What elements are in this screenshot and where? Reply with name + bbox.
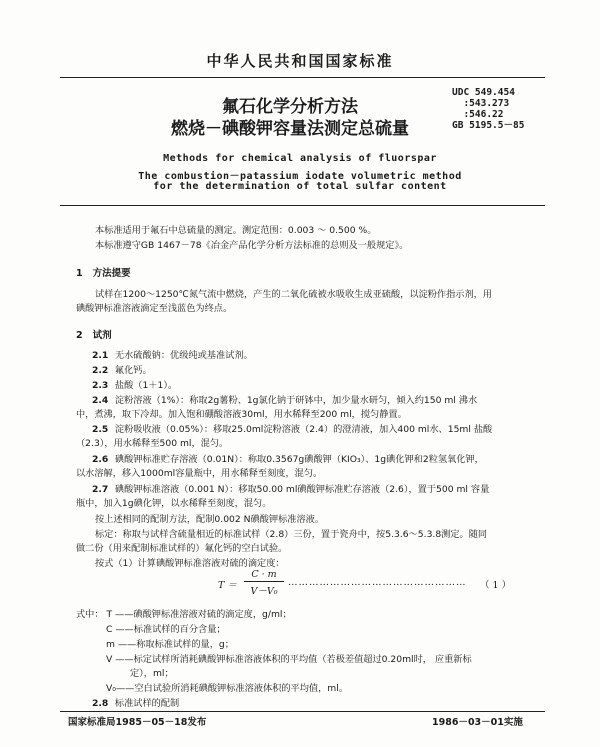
item-text-cont: （2.3），用水稀释至500 ml，混匀。 (76, 438, 229, 449)
paragraph-line: 按式（1）计算碘酸钾标准溶液对硫的滴定度： (95, 558, 285, 569)
section-number: 2 (76, 330, 83, 341)
formula-numerator: C · m (251, 569, 277, 580)
where-item: C ——标准试样的百分含量； (106, 624, 226, 635)
where-item-cont: 定），ml； (130, 668, 174, 679)
item-number: 2.1 (92, 350, 109, 361)
paragraph-line: 做二份（用来配制标准试样的）氟化钙的空白试验。 (76, 543, 288, 554)
intro-line: 本标准适用于氟石中总硫量的测定。测定范围：0.003 ～ 0.500 %。 (95, 225, 377, 236)
leader-dots: …………………………………………… (288, 577, 467, 588)
item-text: 碘酸钾标准贮存溶液（0.01N）：称取0.3567g碘酸钾（KIO₃）、1g碘化钾和2粒氢氧化钾， (114, 454, 484, 465)
item-text: 淀粉吸收液（0.05%）：移取25.0ml淀粉溶液（2.4）的澄清液，加入400 ml水、15ml 盐酸 (114, 424, 493, 435)
section-1-text: 碘酸钾标准溶液滴定至浅蓝色为终点。 (76, 303, 233, 314)
formula-lhs: T ＝ (218, 580, 237, 591)
reagent-item (92, 454, 484, 466)
item-text-cont: 以水溶解，移入1000ml容量瓶中，用水稀释至刻度，混匀。 (76, 468, 323, 479)
footer-rule (60, 711, 545, 712)
where-item: V ——标定试样所消耗碘酸钾标准溶液体积的平均值（若极差值超过0.20ml时， 应重新标 (106, 654, 472, 665)
item-text: 标准试样的配制 (114, 698, 180, 709)
item-number: 2.5 (92, 424, 109, 435)
fraction-bar (244, 581, 284, 582)
section-1-heading (76, 265, 131, 279)
where-text: T ——碘酸钾标准溶液对硫的滴定度，g/ml； (106, 609, 292, 620)
item-number: 2.7 (92, 484, 109, 495)
equation-number: （ 1 ） (480, 580, 512, 591)
where-item: m ——称取标准试样的量，g； (106, 639, 234, 650)
reagent-item (92, 380, 177, 392)
section-title: 试剂 (92, 330, 112, 341)
item-text: 氟化钙。 (114, 365, 152, 376)
section-title: 方法提要 (92, 268, 131, 279)
reagent-item (92, 350, 253, 362)
item-text: 淀粉溶液（1%）：称取2g薯粉、1g氯化钠于研钵中，加少量水研匀，倾入约150 ml 沸水 (114, 395, 478, 406)
udc-line: :546.22 (452, 109, 504, 120)
header-rule-bottom (60, 205, 545, 206)
gb-code: GB 5195.5－85 (452, 120, 525, 131)
formula-denominator: V－V₀ (250, 586, 278, 597)
effective-date: 1986－03－01实施 (432, 717, 523, 728)
reagent-item (92, 698, 179, 710)
title-en-line3: for the determination of total sulfar content (153, 181, 447, 192)
where-item: V₀——空白试验所消耗碘酸钾标准溶液体积的平均值，ml。 (106, 683, 348, 694)
udc-line: UDC 549.454 (452, 87, 515, 98)
title-cn-line2: 燃烧－碘酸钾容量法测定总硫量 (171, 119, 409, 139)
item-text: 碘酸钾标准溶液（0.001 N）：移取50.00 ml碘酸钾标准贮存溶液（2.6），置于500 ml 容量 (114, 484, 490, 495)
section-1-text: 试样在1200～1250℃氮气流中燃烧，产生的二氧化硫被水吸收生成亚硫酸，以淀粉作指示剂，用 (95, 289, 493, 300)
item-text-cont: 中，煮沸，取下冷却。加入饱和硼酸溶液30ml，用水稀释至200 ml，搅匀静置。 (76, 409, 407, 420)
standard-name: 中华人民共和国国家标准 (206, 52, 394, 70)
item-text: 无水硫酸钠：优级纯或基准试剂。 (114, 350, 253, 361)
reagent-item (92, 365, 152, 377)
reagent-item (92, 395, 477, 407)
item-number: 2.2 (92, 365, 109, 376)
item-text: 盐酸（1＋1）。 (114, 380, 178, 391)
reagent-item (92, 484, 489, 496)
intro-line: 本标准遵守GB 1467－78《冶金产品化学分析方法标准的总则及一般规定》。 (95, 240, 409, 251)
item-number: 2.8 (92, 698, 109, 709)
udc-line: :543.273 (452, 98, 510, 109)
title-en-line1: Methods for chemical analysis of fluorspar (163, 153, 437, 164)
section-2-heading (76, 327, 112, 341)
section-number: 1 (76, 268, 83, 279)
paragraph-line: 按上述相同的配制方法，配制0.002 N碘酸钾标准溶液。 (95, 514, 325, 525)
title-en-line2: The combustion－patassium iodate volumetric method (138, 171, 462, 182)
title-cn-line1: 氟石化学分析方法 (222, 97, 358, 117)
issued-date: 国家标准局1985－05－18发布 (68, 717, 207, 728)
reagent-item (92, 424, 492, 436)
header-rule-top (60, 77, 545, 78)
item-number: 2.3 (92, 380, 109, 391)
where-prefix: 式中： (76, 609, 104, 620)
paragraph-line: 标定：称取与试样含硫量相近的标准试样（2.8）三份，置于瓷舟中，按5.3.6～5.3.8测定。随同 (95, 529, 488, 540)
item-number: 2.4 (92, 395, 109, 406)
udc-code (452, 87, 524, 131)
where-item (76, 609, 292, 621)
item-text-cont: 瓶中，加入1g碘化钾，以水稀释至刻度，混匀。 (76, 498, 272, 509)
item-number: 2.6 (92, 454, 109, 465)
